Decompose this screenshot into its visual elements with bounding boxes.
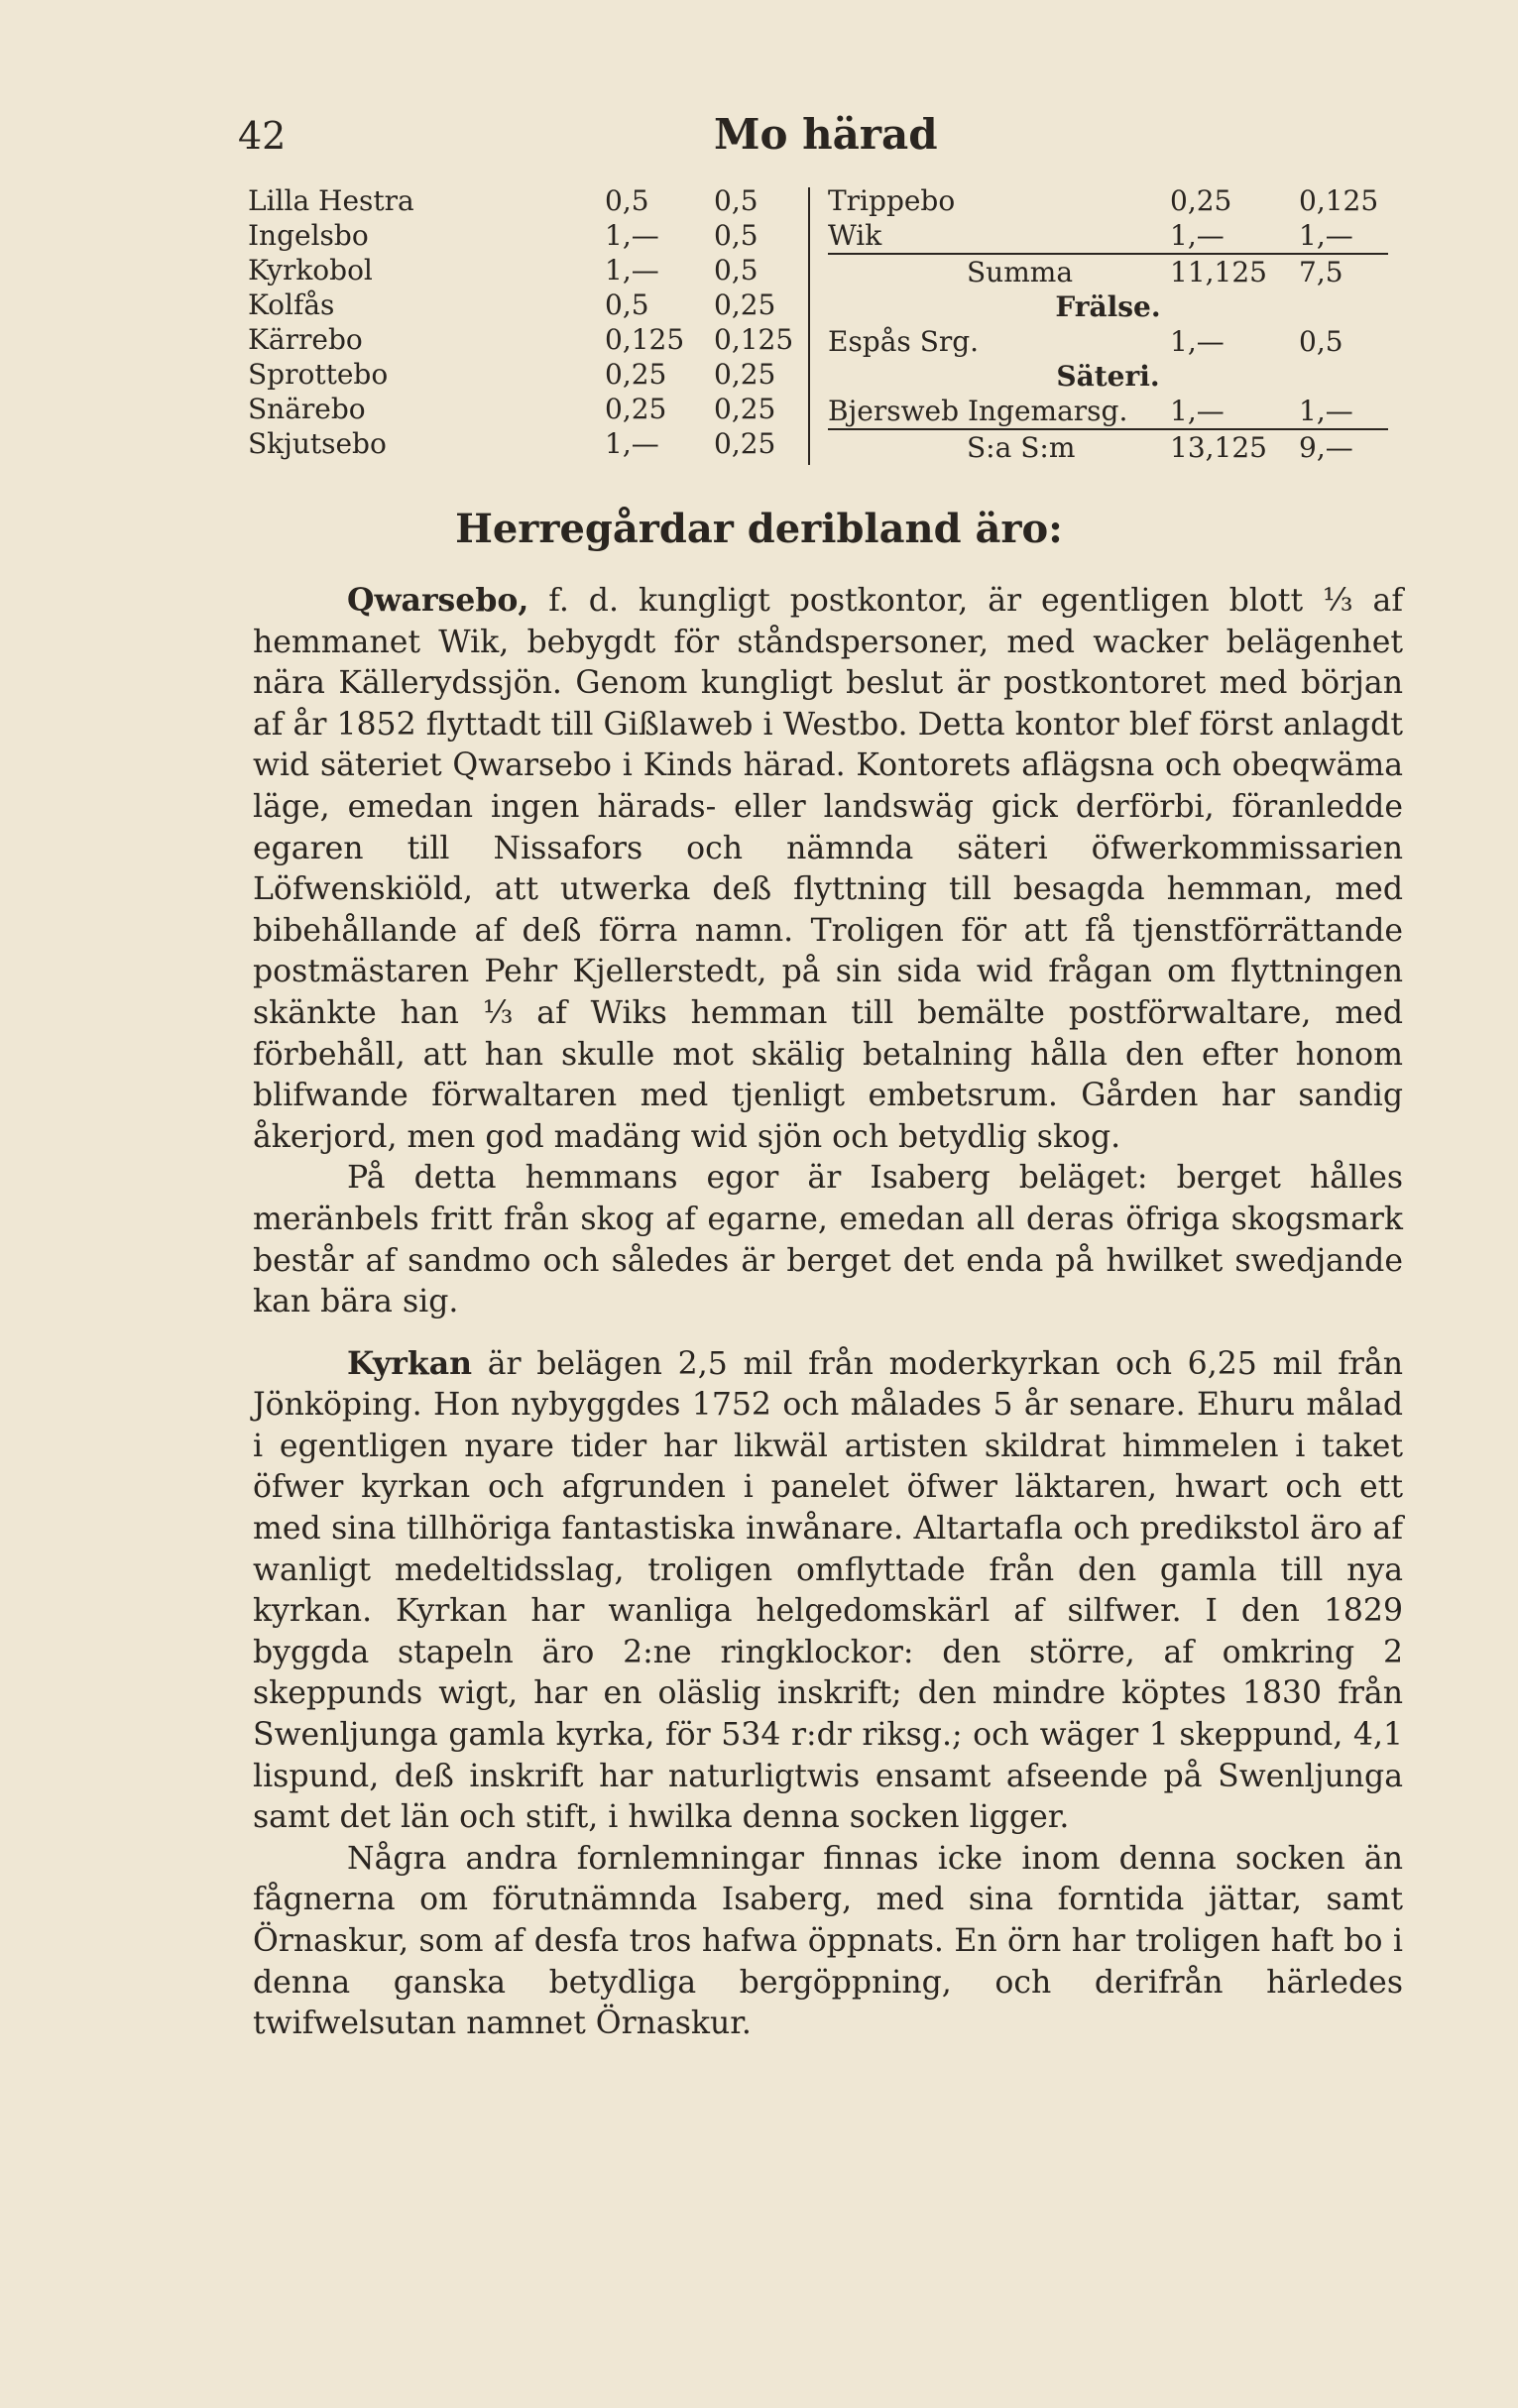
- row-value-1: 1,—: [605, 427, 659, 460]
- row-value-1: 0,5: [605, 184, 649, 217]
- table-row: [248, 357, 803, 392]
- row-value-1: 1,—: [605, 219, 659, 252]
- table-row: [248, 392, 803, 426]
- paragraph: [253, 580, 1403, 1158]
- row-value-2: 0,25: [714, 393, 776, 425]
- row-name: Kyrkobol: [248, 254, 373, 287]
- paragraph-text: är belägen 2,5 mil från moderkyrkan och 6,25 mil från Jönköping. Hon nybyggdes 1752 och målades 5 år senare. Ehuru målad i egentligen nyare tider har likwäl artisten skildrat himmelen i taket öfwer kyrkan och afgrunden i panelet öfwer läktaren, hwart och ett med sina tillhöriga fantastiska inwånare. Altartafla och predikstol äro af wanligt medeltidsslag, troligen omflyttade från den gamla till nya kyrkan. Kyrkan har wanliga helgedomskärl af silfwer. I den 1829 byggda stapeln äro 2:ne ringklockor: den större, af omkring 2 skeppunds wigt, har en oläslig inskrift; den mindre köptes 1830 från Swenljunga gamla kyrka, för 534 r:dr riksg.; och wäger 1 skeppund, 4,1 lispund, deß inskrift har naturligtwis ensamt afseende på Swenljunga samt det län och stift, i hwilka denna socken ligger.: [253, 1345, 1403, 1836]
- paragraph: [253, 1343, 1403, 1839]
- fralse-heading: [828, 289, 1388, 324]
- table-left: [248, 183, 803, 461]
- paragraph-lead: Qwarsebo,: [347, 582, 529, 619]
- paragraph: [253, 1839, 1403, 2045]
- row-name: Trippebo: [828, 184, 956, 217]
- row-name: Kolfås: [248, 288, 335, 321]
- row-value-1: 0,125: [605, 323, 685, 356]
- table-row: [248, 183, 803, 218]
- sateri-heading-text: Säteri.: [1056, 360, 1160, 393]
- row-value-1: 0,5: [605, 288, 649, 321]
- table-row: [248, 426, 803, 461]
- table-row: [248, 322, 803, 357]
- row-value-1: 1,—: [1170, 325, 1225, 358]
- row-value-2: 0,125: [1299, 184, 1379, 217]
- running-title: Mo härad: [714, 110, 938, 159]
- row-name: Lilla Hestra: [248, 184, 414, 217]
- page-number: 42: [238, 114, 287, 158]
- row-value-1: 11,125: [1170, 256, 1267, 288]
- row-name: Snärebo: [248, 393, 366, 425]
- paragraph-text: Några andra fornlemningar finnas icke inom denna socken än fågnerna om förutnämnda Isaberg, med sina forntida jättar, samt Örnaskur, som af desfa tros hafwa öppnats. En örn har troligen haft bo i denna ganska betydliga bergöppning, och derifrån härledes twifwelsutan namnet Örnaskur.: [253, 1840, 1403, 2042]
- row-value-2: 1,—: [1299, 219, 1353, 252]
- row-name: Ingelsbo: [248, 219, 369, 252]
- total-label: S:a S:m: [967, 431, 1076, 464]
- row-value-2: 0,5: [714, 219, 759, 252]
- row-value-1: 0,25: [605, 358, 667, 391]
- row-name: Kärrebo: [248, 323, 363, 356]
- row-value-2: 7,5: [1299, 256, 1343, 288]
- row-value-2: 0,5: [714, 184, 759, 217]
- row-value-2: 0,125: [714, 323, 794, 356]
- table-row: [828, 394, 1388, 428]
- table-row: [248, 287, 803, 322]
- paragraph: [253, 1158, 1403, 1322]
- row-value-1: 1,—: [1170, 219, 1225, 252]
- row-value-2: 0,25: [714, 427, 776, 460]
- fralse-heading-text: Frälse.: [1055, 290, 1161, 323]
- sateri-heading: [828, 359, 1388, 394]
- row-value-2: 9,—: [1299, 431, 1353, 464]
- table-row: [248, 253, 803, 287]
- row-value-2: 0,25: [714, 288, 776, 321]
- table-row: [828, 183, 1388, 218]
- table-right: [828, 183, 1388, 465]
- paragraph-text: På detta hemmans egor är Isaberg beläget: berget hålles meränbels fritt från skog af egarne, emedan all deras öfriga skogsmark består af sandmo och således är berget det enda på hwilket swedjande kan bära sig.: [253, 1160, 1403, 1320]
- row-value-1: 1,—: [605, 254, 659, 287]
- table-row: [248, 218, 803, 253]
- table-divider: [808, 187, 810, 465]
- row-value-1: 0,25: [1170, 184, 1232, 217]
- body-text: [253, 580, 1403, 2045]
- paragraph-text: f. d. kungligt postkontor, är egentligen blott ⅓ af hemmanet Wik, bebygdt för ståndspersoner, med wacker belägenhet nära Källerydssjön. Genom kungligt beslut är postkontoret med början af år 1852 flyttadt till Gißlaweb i Westbo. Detta kontor blef först anlagdt wid säteriet Qwarsebo i Kinds härad. Kontorets aflägsna och obeqwäma läge, emedan ingen härads- eller landswäg gick derförbi, föranledde egaren till Nissafors och nämnda säteri öfwerkommissarien Löfwenskiöld, att utwerka deß flyttning till besagda hemman, med bibehållande af deß förra namn. Troligen för att få tjenstförrättande postmästaren Pehr Kjellerstedt, på sin sida wid frågan om flyttningen skänkte han ⅓ af Wiks hemman till bemälte postförwaltare, med förbehåll, att han skulle mot skälig betalning hålla den efter honom blifwande förwaltaren med tjenligt embetsrum. Gården har sandig åkerjord, men god madäng wid sjön och betydlig skog.: [253, 583, 1403, 1155]
- row-value-2: 0,5: [1299, 325, 1343, 358]
- row-name: Wik: [828, 219, 882, 252]
- row-name: Skjutsebo: [248, 427, 387, 460]
- table-row: [828, 324, 1388, 359]
- summa-row: [828, 253, 1388, 289]
- paragraph-lead: Kyrkan: [347, 1344, 472, 1382]
- row-value-2: 1,—: [1299, 395, 1353, 427]
- row-name: Sprottebo: [248, 358, 389, 391]
- row-value-1: 1,—: [1170, 395, 1225, 427]
- section-heading: Herregårdar deribland äro:: [455, 506, 1063, 552]
- table-row: [828, 218, 1388, 253]
- total-row: [828, 428, 1388, 465]
- row-value-1: 13,125: [1170, 431, 1267, 464]
- row-name: Espås Srg.: [828, 325, 980, 358]
- summa-label: Summa: [967, 256, 1074, 288]
- row-value-2: 0,5: [714, 254, 759, 287]
- row-name: Bjersweb Ingemarsg.: [828, 395, 1128, 427]
- row-value-2: 0,25: [714, 358, 776, 391]
- hemman-tables: [248, 183, 1388, 471]
- page-header: [238, 110, 1378, 173]
- row-value-1: 0,25: [605, 393, 667, 425]
